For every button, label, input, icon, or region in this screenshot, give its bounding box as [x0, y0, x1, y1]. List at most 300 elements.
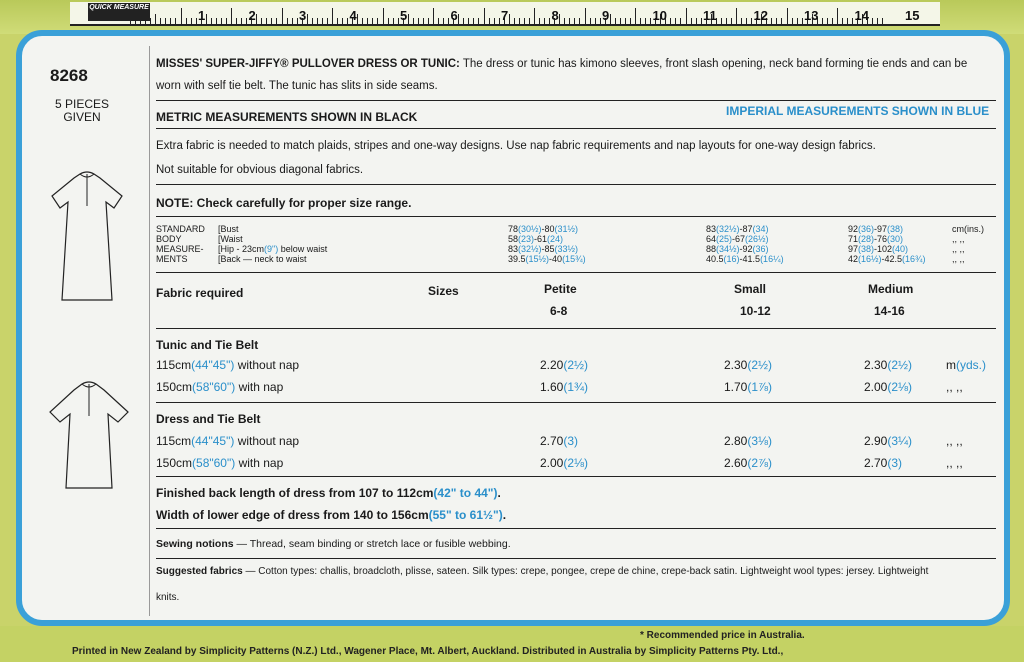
column-divider [149, 46, 150, 616]
ruler-tick [438, 18, 439, 24]
ruler-tick [524, 18, 525, 24]
size-range: 10-12 [740, 304, 771, 318]
divider [156, 128, 996, 129]
measure-value [848, 244, 908, 254]
ruler-tick [383, 8, 384, 24]
fabric-amount-imperial: (3¼) [887, 434, 913, 448]
fabric-unit-metric: m [946, 358, 956, 372]
measure-value [848, 234, 903, 244]
divider [156, 402, 996, 403]
measure-imperial-2: (36) [752, 244, 769, 254]
measure-value [706, 244, 769, 254]
finished-length-imperial: (42" to 44") [433, 486, 498, 500]
ruler-tick [206, 14, 207, 24]
ruler-tick [332, 8, 333, 24]
suggested-fabrics-2: knits. [156, 592, 180, 603]
measure-imperial-2: (26½) [745, 234, 769, 244]
ruler-tick [322, 18, 323, 24]
ruler-tick [433, 8, 434, 24]
measure-metric: 42 [848, 254, 859, 264]
ruler-tick [327, 18, 328, 24]
measure-value [508, 224, 578, 234]
ruler-tick [585, 8, 586, 24]
ruler-tick [448, 18, 449, 24]
fabric-amount [540, 456, 588, 470]
ruler-tick [741, 18, 742, 24]
ruler-tick [797, 18, 798, 24]
ruler-tick [216, 18, 217, 24]
fabric-amount-metric: 2.30 [724, 358, 748, 372]
measure-imperial-2: (24) [547, 234, 564, 244]
title-line [156, 58, 996, 70]
ruler-tick [297, 18, 298, 24]
ruler-tick [231, 8, 232, 24]
notions-text: — Thread, seam binding or stretch lace or fusible webbing. [233, 538, 511, 550]
fabric-amount [864, 456, 902, 470]
ruler-tick [852, 18, 853, 24]
fabric-amount-imperial: (1⅞) [747, 380, 773, 394]
fabric-amount [540, 380, 588, 394]
measure-metric-2: -61 [534, 234, 548, 244]
fabric-width-metric: 115cm [156, 434, 192, 448]
ruler-tick [170, 18, 171, 24]
fabric-unit [946, 434, 963, 448]
pattern-number: 8268 [50, 66, 88, 85]
ruler-tick [529, 18, 530, 24]
fabric-width [156, 358, 299, 372]
ruler-tick [514, 18, 515, 24]
size-name: Petite [544, 282, 577, 296]
ruler-tick [468, 18, 469, 24]
ruler-tick [696, 18, 697, 24]
ruler-tick [165, 18, 166, 24]
finished-length: Finished back length of dress from 107 to 112cm(42" to 44"). [156, 486, 501, 500]
ruler-tick [175, 18, 176, 24]
measure-metric-2: -76 [874, 234, 888, 244]
measure-metric: 58 [508, 234, 519, 244]
fabric-nap: with nap [235, 380, 284, 394]
ruler-tick [241, 18, 242, 24]
ruler-number: 6 [450, 8, 458, 23]
ruler-band [70, 2, 940, 26]
ruler-tick [680, 18, 681, 24]
lower-edge-text: Width of lower edge of dress from 140 to 156cm [156, 508, 429, 522]
measure-name-imperial: (9") [264, 244, 279, 254]
ruler-tick [771, 18, 772, 24]
sewing-notions [156, 538, 511, 550]
fabric-amount-metric: 2.20 [540, 358, 564, 372]
metric-heading: METRIC MEASUREMENTS SHOWN IN BLACK [156, 110, 418, 124]
ruler-tick [645, 18, 646, 24]
ruler-tick [751, 18, 752, 24]
measure-metric: 83 [706, 224, 717, 234]
ruler-tick [418, 18, 419, 24]
ruler-tick [266, 18, 267, 24]
measure-metric-2: -80 [541, 224, 555, 234]
ruler-number: 8 [551, 8, 559, 23]
measure-metric-2: -87 [739, 224, 753, 234]
measure-metric: 83 [508, 244, 519, 254]
fabric-unit [946, 358, 986, 372]
dress-heading: Dress and Tie Belt [156, 412, 261, 426]
ruler-tick [357, 14, 358, 24]
title-bold: MISSES' SUPER-JIFFY® PULLOVER DRESS OR TUNIC: [156, 58, 460, 70]
measure-name [218, 254, 307, 264]
ruler-tick [686, 8, 687, 24]
fabric-width-metric: 150cm [156, 380, 193, 394]
pattern-back-sheet [16, 30, 1010, 626]
ruler-tick [877, 18, 878, 24]
ruler-tick [317, 18, 318, 24]
measure-metric-2: -41.5 [739, 254, 761, 264]
ruler-tick [443, 18, 444, 24]
measure-name [218, 224, 239, 234]
measure-metric: 88 [706, 244, 717, 254]
fabric-width [156, 456, 283, 470]
ruler-tick [261, 18, 262, 24]
measure-imperial: (36) [858, 224, 875, 234]
fabric-unit-imperial: (yds.) [956, 358, 986, 372]
ruler-tick [211, 18, 212, 24]
ruler-tick [388, 18, 389, 24]
measure-value [848, 224, 903, 234]
measure-imperial: (15½) [525, 254, 550, 264]
fabric-width-metric: 150cm [156, 456, 193, 470]
measure-imperial: (16½) [858, 254, 882, 264]
divider [156, 328, 996, 329]
ruler-tick [600, 18, 601, 24]
fabric-amount-metric: 2.00 [864, 380, 888, 394]
ruler-tick [691, 18, 692, 24]
fabric-amount-imperial: (2½) [563, 358, 589, 372]
ruler-tick [408, 14, 409, 24]
ruler-tick [595, 18, 596, 24]
fabric-nap: with nap [235, 456, 284, 470]
ruler-number: 5 [400, 8, 408, 23]
measure-name-text: [Back — neck to waist [218, 254, 307, 264]
dress-illustration [42, 166, 132, 306]
printed-in: Printed in New Zealand by Simplicity Patterns (N.Z.) Ltd., Wagener Place, Mt. Albert, Auckland. Distributed in Australia by Simplicity Patterns Pty. Ltd., [72, 646, 784, 657]
imperial-heading: IMPERIAL MEASUREMENTS SHOWN IN BLUE [726, 104, 990, 118]
size-name: Medium [868, 282, 914, 296]
ruler-tick [736, 8, 737, 24]
fabric-amount [724, 434, 772, 448]
fabric-unit [946, 380, 963, 394]
measure-metric-2: -40 [549, 254, 563, 264]
ruler-tick [367, 18, 368, 24]
measure-imperial-2: (40) [892, 244, 909, 254]
fabric-amount-metric: 2.00 [540, 456, 564, 470]
ruler-tick [564, 18, 565, 24]
ruler-number: 3 [299, 8, 307, 23]
measure-imperial-2: (38) [887, 224, 904, 234]
ruler-tick [544, 18, 545, 24]
measure-value [508, 244, 578, 254]
ruler-tick [822, 18, 823, 24]
ruler-tick [246, 18, 247, 24]
measure-imperial: (23) [518, 234, 535, 244]
fabric-amount-imperial: (1¾) [563, 380, 589, 394]
measure-metric-2: -42.5 [881, 254, 903, 264]
fabrics-label: Suggested fabrics [156, 566, 243, 577]
ruler-tick [882, 18, 883, 24]
ruler-tick [362, 18, 363, 24]
ruler-tick [832, 18, 833, 24]
divider [156, 216, 996, 217]
ruler-tick [292, 18, 293, 24]
ruler-tick [181, 8, 182, 24]
ruler-tick [615, 18, 616, 24]
fabric-amount-metric: 2.70 [540, 434, 564, 448]
ruler-tick [519, 18, 520, 24]
fabric-unit-metric: ,, ,, [946, 434, 963, 448]
measure-imperial: (16) [723, 254, 740, 264]
ruler-tick [221, 18, 222, 24]
ruler-tick [625, 18, 626, 24]
ruler-tick [731, 18, 732, 24]
ruler-tick [150, 18, 151, 24]
fabric-amount [864, 380, 912, 394]
fabric-note-2: Not suitable for obvious diagonal fabrics. [156, 164, 364, 176]
fabric-unit-metric: ,, ,, [946, 380, 963, 394]
measure-unit: ,, ,, [952, 254, 965, 264]
ruler-tick [827, 18, 828, 24]
measure-unit: ,, ,, [952, 234, 965, 244]
ruler-tick [590, 18, 591, 24]
fabric-amount [864, 434, 912, 448]
ruler-tick [489, 18, 490, 24]
ruler-tick [458, 14, 459, 24]
fabric-amount [540, 434, 578, 448]
ruler-tick [478, 18, 479, 24]
fabric-amount-imperial: (2½) [747, 358, 773, 372]
fabric-amount-imperial: (2½) [887, 358, 913, 372]
ruler-tick [787, 8, 788, 24]
measure-value [508, 234, 563, 244]
fabric-width-imperial: (58"60") [192, 380, 236, 394]
quick-measure-tag: QUICK MEASURE [88, 3, 150, 21]
measure-imperial: (38) [858, 244, 875, 254]
measure-metric: 78 [508, 224, 519, 234]
measure-imperial: (28) [858, 234, 875, 244]
ruler-number: 2 [248, 8, 256, 23]
ruler-tick [776, 18, 777, 24]
size-name: Small [734, 282, 767, 296]
ruler-tick [226, 18, 227, 24]
measure-metric-2: -85 [541, 244, 555, 254]
sizes-label: Sizes [428, 284, 459, 298]
ruler-tick [559, 14, 560, 24]
fabric-amount-metric: 2.70 [864, 456, 888, 470]
fabric-amount [724, 358, 772, 372]
ruler-tick [347, 18, 348, 24]
ruler-tick [276, 18, 277, 24]
measure-metric: 92 [848, 224, 859, 234]
ruler-tick [640, 18, 641, 24]
ruler-tick [499, 18, 500, 24]
size-range: 14-16 [874, 304, 905, 318]
suggested-fabrics [156, 566, 996, 577]
measure-imperial-2: (30) [887, 234, 904, 244]
fabric-amount-imperial: (3) [563, 434, 579, 448]
ruler-tick [721, 18, 722, 24]
ruler-number: 11 [703, 8, 717, 23]
measure-imperial: (34½) [716, 244, 740, 254]
measure-unit: ,, ,, [952, 244, 965, 254]
measure-metric: 97 [848, 244, 859, 254]
ruler-tick [802, 18, 803, 24]
measure-value [706, 254, 784, 264]
ruler-tick [377, 18, 378, 24]
ruler-tick [549, 18, 550, 24]
pieces-given: 5 PIECES GIVEN [54, 97, 110, 124]
ruler-tick [428, 18, 429, 24]
fabric-width [156, 434, 299, 448]
ruler-number: 9 [602, 8, 610, 23]
ruler-tick [650, 18, 651, 24]
measure-metric: 64 [706, 234, 717, 244]
ruler-number: 14 [854, 8, 869, 23]
fabric-amount-metric: 1.70 [724, 380, 748, 394]
fabric-amount [724, 380, 772, 394]
ruler-tick [620, 18, 621, 24]
fabric-required-label: Fabric required [156, 286, 244, 300]
ruler-tick [271, 18, 272, 24]
fabric-amount-imperial: (3) [887, 456, 903, 470]
ruler-tick [569, 18, 570, 24]
divider [156, 184, 996, 185]
measure-metric: 40.5 [706, 254, 724, 264]
ruler-tick [726, 18, 727, 24]
fabrics-text: — Cotton types: challis, broadcloth, plisse, sateen. Silk types: crepe, pongee, crepe de chine, crepe-back satin. Lightweight wool types: jersey. Lightweight [242, 566, 929, 577]
ruler-tick [196, 18, 197, 24]
ruler-tick [842, 18, 843, 24]
ruler-tick [484, 8, 485, 24]
measure-name [218, 234, 243, 244]
divider [156, 272, 996, 273]
measure-imperial: (32½) [716, 224, 740, 234]
ruler-tick [463, 18, 464, 24]
measure-metric-2: -92 [739, 244, 753, 254]
ruler-tick [398, 18, 399, 24]
ruler-number: 15 [905, 8, 920, 23]
ruler-tick [191, 18, 192, 24]
ruler-tick [792, 18, 793, 24]
measure-unit: cm(ins.) [952, 224, 984, 234]
measure-metric: 71 [848, 234, 859, 244]
measure-name-rest: below waist [278, 244, 328, 254]
fabric-amount-metric: 2.60 [724, 456, 748, 470]
ruler-tick [186, 18, 187, 24]
ruler-number: 7 [501, 8, 509, 23]
ruler-tick [539, 18, 540, 24]
lower-edge-width: Width of lower edge of dress from 140 to 156cm(55" to 61½"). [156, 508, 507, 522]
fabric-amount-imperial: (2⅞) [747, 456, 773, 470]
measure-name [218, 244, 327, 254]
measure-ruler [0, 0, 1024, 34]
ruler-tick [630, 18, 631, 24]
size-range: 6-8 [550, 304, 568, 318]
left-column [22, 36, 148, 620]
fabric-nap: without nap [234, 358, 300, 372]
measure-metric-2: -97 [874, 224, 888, 234]
ruler-tick [781, 18, 782, 24]
fabric-amount-metric: 2.30 [864, 358, 888, 372]
fabric-amount-imperial: (2⅛) [563, 456, 589, 470]
divider [156, 100, 996, 101]
measure-imperial: (32½) [518, 244, 542, 254]
ruler-tick [872, 18, 873, 24]
ruler-tick [342, 18, 343, 24]
fabric-amount-imperial: (3⅛) [747, 434, 773, 448]
fabric-amount-imperial: (2⅛) [887, 380, 913, 394]
ruler-tick [509, 14, 510, 24]
measure-imperial-2: (16¼) [760, 254, 784, 264]
ruler-tick [847, 18, 848, 24]
ruler-tick [393, 18, 394, 24]
ruler-tick [675, 18, 676, 24]
measure-imperial-2: (33½) [554, 244, 579, 254]
ruler-tick [746, 18, 747, 24]
fabric-unit [946, 456, 963, 470]
divider [156, 558, 996, 559]
finished-length-text: Finished back length of dress from 107 to 112cm [156, 486, 434, 500]
measure-value [848, 254, 926, 264]
fabric-unit-metric: ,, ,, [946, 456, 963, 470]
fabric-amount [864, 358, 912, 372]
fabric-nap: without nap [234, 434, 300, 448]
ruler-tick [670, 18, 671, 24]
title-line-2: worn with self tie belt. The tunic has slits in side seams. [156, 80, 438, 92]
body-measure-label: STANDARD BODY MEASURE- MENTS [156, 224, 205, 264]
measure-value [706, 234, 769, 244]
ruler-tick [837, 8, 838, 24]
ruler-number: 4 [349, 8, 357, 23]
measure-name-text: [Bust [218, 224, 239, 234]
ruler-tick [337, 18, 338, 24]
measure-metric: 39.5 [508, 254, 526, 264]
ruler-tick [701, 18, 702, 24]
ruler-tick [473, 18, 474, 24]
fabric-amount-metric: 2.80 [724, 434, 748, 448]
tunic-heading: Tunic and Tie Belt [156, 338, 259, 352]
recommended-price: * Recommended price in Australia. [640, 630, 805, 641]
ruler-tick [307, 14, 308, 24]
ruler-number: 13 [804, 8, 819, 23]
fabric-amount [540, 358, 588, 372]
ruler-tick [494, 18, 495, 24]
ruler-tick [160, 18, 161, 24]
ruler-tick [155, 14, 156, 24]
measure-name-text: [Waist [218, 234, 243, 244]
fabric-note-1: Extra fabric is needed to match plaids, stripes and one-way designs. Use nap fabric requirements and nap layouts for one-way design fabrics. [156, 140, 876, 152]
ruler-tick [256, 14, 257, 24]
fabric-amount [724, 456, 772, 470]
measure-imperial-2: (15¾) [562, 254, 586, 264]
fabric-amount-metric: 2.90 [864, 434, 888, 448]
ruler-tick [282, 8, 283, 24]
measure-imperial-2: (16¾) [902, 254, 926, 264]
measure-name-text: [Hip - 23cm [218, 244, 265, 254]
lower-edge-imperial: (55" to 61½") [428, 508, 503, 522]
measure-imperial-2: (31½) [554, 224, 579, 234]
size-note: NOTE: Check carefully for proper size range. [156, 196, 412, 210]
ruler-number: 12 [753, 8, 768, 23]
measure-imperial: (25) [716, 234, 733, 244]
ruler-tick [236, 18, 237, 24]
fabric-width-metric: 115cm [156, 358, 192, 372]
measure-metric-2: -67 [732, 234, 746, 244]
